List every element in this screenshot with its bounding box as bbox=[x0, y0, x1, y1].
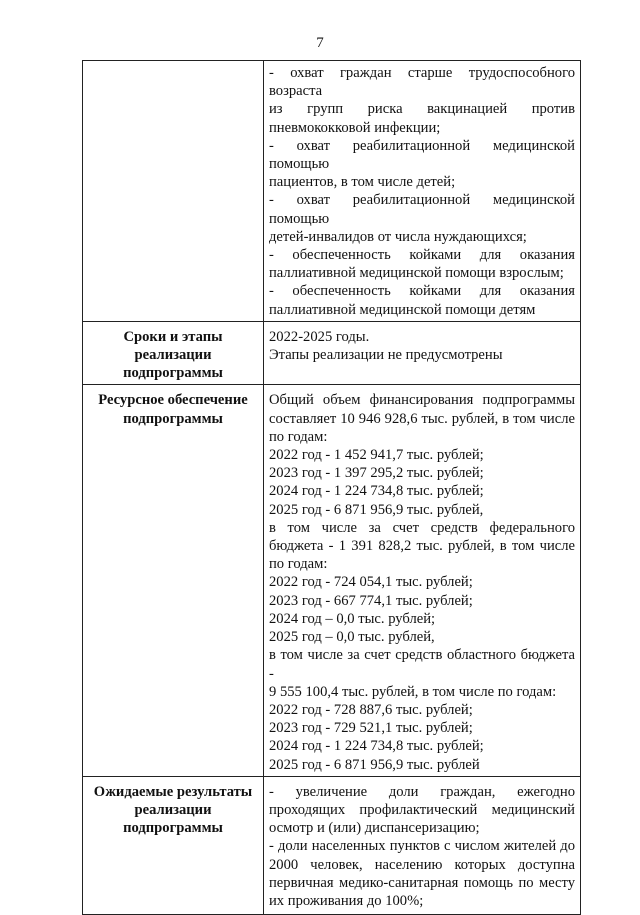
row-value-targets bbox=[264, 61, 581, 322]
text-line: проходящих профилактический медицинский bbox=[269, 801, 575, 818]
row-label-empty bbox=[83, 61, 264, 322]
text-line: - охват граждан старше трудоспособного возраста bbox=[269, 65, 575, 100]
text-line: Общий объем финансирования подпрограммы bbox=[269, 392, 575, 409]
text-line: 2024 год - 1 224 734,8 тыс. рублей; bbox=[269, 738, 484, 755]
text-line: 2025 год - 6 871 956,9 тыс. рублей, bbox=[269, 501, 484, 518]
text-line: бюджета - 1 391 828,2 тыс. рублей, в том числе bbox=[269, 538, 575, 555]
text-line: - обеспеченность койками для оказания bbox=[269, 283, 575, 300]
text-line: паллиативной медицинской помощи взрослым; bbox=[269, 265, 564, 282]
text-line: 2023 год - 729 521,1 тыс. рублей; bbox=[269, 720, 473, 737]
row-label-results: Ожидаемые результаты реализации подпрограммы bbox=[83, 776, 264, 914]
text-line: - доли населенных пунктов с числом жителей до bbox=[269, 838, 575, 855]
text-line: по годам: bbox=[269, 556, 328, 573]
text-line: - обеспеченность койками для оказания bbox=[269, 247, 575, 264]
text-line: из групп риска вакцинацией против bbox=[269, 101, 575, 118]
table-row-funding bbox=[83, 385, 581, 776]
text-line: по годам: bbox=[269, 428, 328, 445]
text-line: 2022 год - 728 887,6 тыс. рублей; bbox=[269, 701, 473, 718]
text-line: 2000 человек, населению которых доступна bbox=[269, 856, 575, 873]
text-line: 2022-2025 годы. bbox=[269, 328, 370, 345]
text-line: 2023 год - 1 397 295,2 тыс. рублей; bbox=[269, 465, 484, 482]
table-row-timeline bbox=[83, 321, 581, 385]
table-row-results bbox=[83, 776, 581, 914]
text-line: первичная медико-санитарная помощь по месту bbox=[269, 874, 575, 891]
text-line: в том числе за счет средств федерального bbox=[269, 519, 575, 536]
row-label-funding: Ресурсное обеспечение подпрограммы bbox=[83, 385, 264, 776]
text-line: - охват реабилитационной медицинской помощью bbox=[269, 137, 575, 173]
text-line: паллиативной медицинской помощи детям bbox=[269, 301, 536, 318]
text-line: осмотр и (или) диспансеризацию; bbox=[269, 820, 480, 837]
text-line: - охват реабилитационной медицинской помощью bbox=[269, 192, 575, 227]
text-line: 2024 год - 1 224 734,8 тыс. рублей; bbox=[269, 483, 484, 500]
page-number: 7 bbox=[316, 35, 324, 51]
text-line: 2024 год – 0,0 тыс. рублей; bbox=[269, 610, 436, 627]
row-label-timeline: Сроки и этапы реализации подпрограммы bbox=[83, 321, 264, 385]
text-line: Этапы реализации не предусмотрены bbox=[269, 347, 503, 364]
row-value-results bbox=[264, 776, 581, 914]
text-line: 2025 год - 6 871 956,9 тыс. рублей bbox=[269, 756, 480, 773]
text-line: их проживания до 100%; bbox=[269, 892, 424, 909]
text-line: пневмококковой инфекции; bbox=[269, 119, 441, 136]
text-line: в том числе за счет средств областного бюджета - bbox=[269, 647, 575, 682]
row-value-funding bbox=[264, 385, 581, 776]
table-row-targets bbox=[83, 61, 581, 322]
text-line: детей-инвалидов от числа нуждающихся; bbox=[269, 228, 527, 245]
subprogram-passport-table bbox=[82, 60, 581, 915]
text-line: 2022 год - 724 054,1 тыс. рублей; bbox=[269, 574, 473, 591]
text-line: 2025 год – 0,0 тыс. рублей, bbox=[269, 629, 435, 646]
row-value-timeline bbox=[264, 321, 581, 385]
text-line: 2023 год - 667 774,1 тыс. рублей; bbox=[269, 592, 473, 609]
text-line: - увеличение доли граждан, ежегодно bbox=[269, 783, 575, 800]
text-line: 9 555 100,4 тыс. рублей, в том числе по годам: bbox=[269, 683, 557, 700]
text-line: 2022 год - 1 452 941,7 тыс. рублей; bbox=[269, 447, 484, 464]
text-line: составляет 10 946 928,6 тыс. рублей, в том числе bbox=[269, 410, 575, 427]
text-line: пациентов, в том числе детей; bbox=[269, 174, 456, 191]
